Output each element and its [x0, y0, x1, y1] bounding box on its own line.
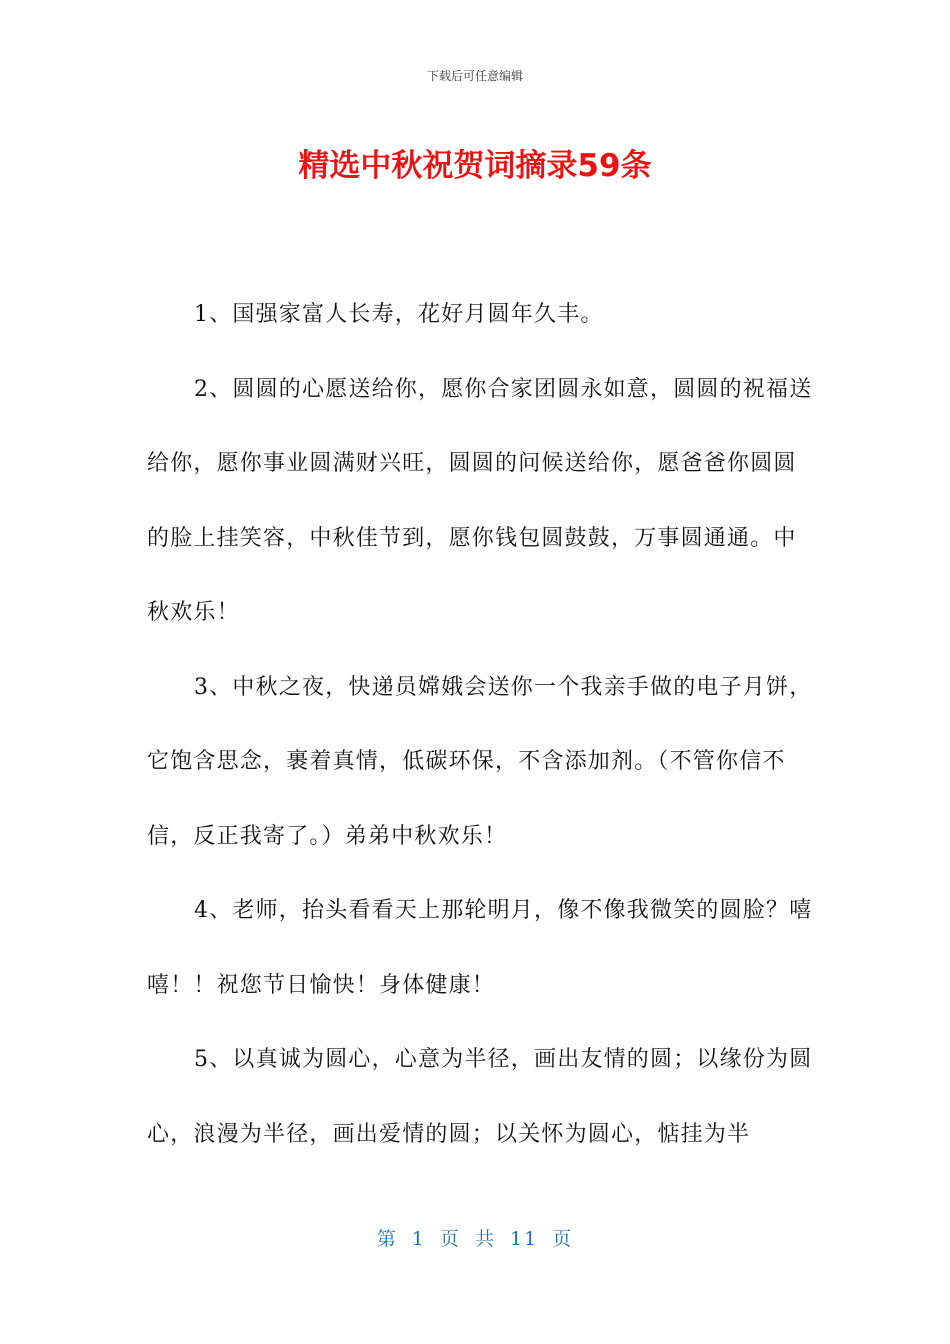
paragraph-1: 1、国强家富人长寿，花好月圆年久丰。	[194, 302, 604, 327]
page-footer	[0, 1226, 950, 1252]
footer-total-pages: 11	[510, 1228, 539, 1250]
footer-mid: 页	[439, 1228, 461, 1250]
paragraph-4: 4、老师，抬头看看天上那轮明月，像不像我微笑的圆脸？嘻嘻！！祝您节日愉快！身体健康！	[147, 898, 813, 998]
document-title: 精选中秋祝贺词摘录59条	[298, 148, 652, 184]
footer-prefix: 第	[376, 1228, 398, 1250]
paragraph-5: 5、以真诚为圆心，心意为半径，画出友情的圆；以缘份为圆心，浪漫为半径，画出爱情的圆；以关怀为圆心，惦挂为半	[147, 1047, 813, 1147]
document-body	[147, 278, 819, 1172]
header-note: 下载后可任意编辑	[426, 69, 523, 83]
footer-total-prefix: 共	[474, 1228, 496, 1250]
footer-page-number: 1	[411, 1228, 426, 1250]
footer-suffix: 页	[552, 1228, 574, 1250]
paragraph-2: 2、圆圆的心愿送给你，愿你合家团圆永如意，圆圆的祝福送给你，愿你事业圆满财兴旺，圆圆的问候送给你，愿爸爸你圆圆的脸上挂笑容，中秋佳节到，愿你钱包圆鼓鼓，万事圆通通。中秋欢乐！	[147, 376, 813, 625]
paragraph-3: 3、中秋之夜，快递员嫦娥会送你一个我亲手做的电子月饼，它饱含思念，裹着真情，低碳环保，不含添加剂。（不管你信不信，反正我寄了。）弟弟中秋欢乐！	[147, 674, 813, 849]
